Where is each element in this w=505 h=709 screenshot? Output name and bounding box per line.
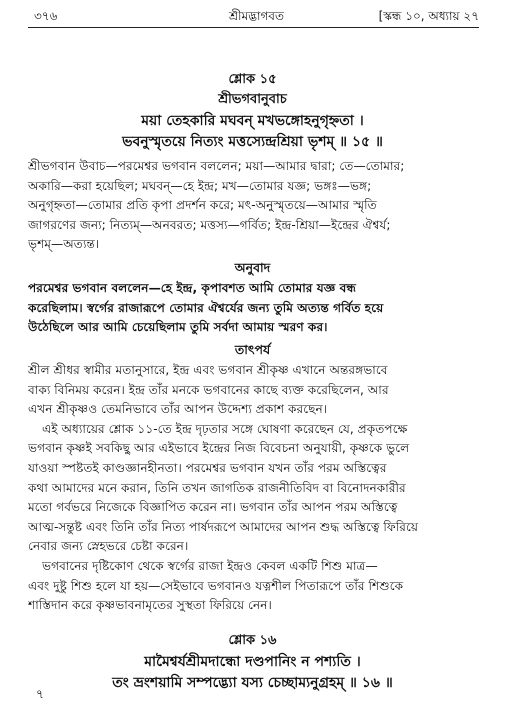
purport-line: এখন শ্রীকৃষ্ণও তেমনিভাবে তাঁর আপন উদ্দেশ্য প্রকাশ করছেন।	[28, 402, 328, 417]
purport-line: ভগবান কৃষ্ণই সবকিছু আর এইভাবে ইন্দ্রের নিজ বিবেচনা অনুযায়ী, কৃষ্ণকে ভুলে	[28, 441, 410, 456]
synonyms-line: অনুগৃহ্নতা—তোমার প্রতি কৃপা প্রদর্শন করে; মৎ-অনুস্মৃতয়ে—আমার স্মৃতি	[28, 198, 377, 213]
verse-16-line-1: মামৈশ্বর্যশ্রীমদান্ধো দণ্ডপানিং ন পশ্যতি ।	[144, 654, 361, 670]
purport-line: ভগবানের দৃষ্টিকোণ থেকে স্বর্গের রাজা ইন্দ্রও কেবল একটি শিশু মাত্র—	[42, 558, 378, 573]
translation-heading: অনুবাদ	[234, 260, 271, 275]
purport-line: বাক্য বিনিময় করেন। ইন্দ্র তাঁর মনকে ভগবানের কাছে ব্যক্ত করেছিলেন, আর	[28, 382, 389, 397]
purport-line: এই অধ্যায়ের শ্লোক ১১-তে ইন্দ্র দৃঢ়তার সঙ্গে ঘোষণা করেছেন যে, প্রকৃতপক্ষে	[42, 421, 408, 436]
purport-line: আত্ম-সন্তুষ্ট এবং তিনি তাঁর নিত্য পার্ষদরূপে আমাদের আপন শুদ্ধ অস্তিত্বে ফিরিয়ে	[28, 519, 419, 534]
translation-line: পরমেশ্বর ভগবান বললেন—হে ইন্দ্র, কৃপাবশত আমি তোমার যজ্ঞ বন্ধ	[28, 281, 357, 295]
purport-line: নেবার জন্য স্নেহভরে চেষ্টা করেন।	[28, 539, 189, 554]
purport-line: শ্রীল শ্রীধর স্বামীর মতানুসারে, ইন্দ্র এবং ভগবান শ্রীকৃষ্ণ এখানে অন্তরঙ্গভাবে	[28, 363, 388, 377]
verse-16-heading: শ্লোক ১৬	[228, 633, 277, 648]
running-header	[34, 8, 479, 26]
purport-line: যাওয়া স্পষ্টতই কাণ্ডজ্ঞানহীনতা। পরমেশ্বর ভগবান যখন তাঁর পরম অস্তিত্বের	[28, 460, 387, 475]
book-title: শ্রীমদ্ভাগবত	[228, 9, 284, 23]
synonyms-line: অকারি—করা হয়েছিল; মঘবন্—হে ইন্দ্র; মখ—তোমার যজ্ঞ; ভঙ্গঃ—ভঙ্গ;	[28, 178, 372, 193]
synonyms-block	[28, 157, 480, 255]
verse-15-line-2: ভবনুস্মৃতয়ে নিত্যং মত্তস্যেন্দ্রশ্রিয়া ভৃশম্ ॥ ১৫ ॥	[122, 134, 383, 150]
translation-block	[28, 279, 480, 338]
verse-15-line-1: ময়া তেহকারি মঘবন্ মখভঙ্গোহনুগৃহ্নতা ।	[141, 113, 364, 129]
verse-15-speaker: শ্রীভগবানুবাচ	[218, 92, 287, 107]
purport-block	[28, 361, 480, 616]
translation-line: করেছিলাম। স্বর্গের রাজারূপে তোমার ঐশ্বর্যের জন্য তুমি অত্যন্ত গর্বিত হয়ে	[28, 300, 384, 315]
purport-line: মতো গর্বভরে নিজেকে বিজ্ঞাপিত করেন না। ভগবান তাঁর আপন পরম অস্তিত্বে	[28, 500, 398, 515]
translation-line: উঠেছিলে আর আমি চেয়েছিলাম তুমি সর্বদা আমায় স্মরণ কর।	[28, 320, 328, 335]
chapter-reference: [স্কন্ধ ১০, অধ্যায় ২৭	[378, 9, 479, 23]
purport-line: কথা আমাদের মনে করান, তিনি তখন জাগতিক রাজনীতিবিদ বা বিনোদনকারীর	[28, 480, 406, 495]
purport-line: শাস্তিদান করে কৃষ্ণভাবনামৃতের সুস্থতা ফিরিয়ে নেন।	[28, 598, 272, 613]
header-rule	[28, 27, 479, 28]
synonyms-line: জাগরণের জন্য; নিত্যম্—অনবরত; মত্তস্য—গর্বিত; ইন্দ্র-শ্রিয়া—ইন্দ্রের ঐশ্বর্য;	[28, 217, 391, 232]
synonyms-line: ভৃশম্—অত্যন্ত।	[28, 237, 100, 252]
page-number: ৩৭৬	[34, 9, 58, 23]
purport-heading: তাৎপর্য	[234, 342, 271, 357]
purport-line: এবং দুষ্টু শিশু হলে যা হয়—সেইভাবে ভগবানও যত্নশীল পিতারূপে তাঁর শিশুকে	[28, 578, 404, 593]
footer-mark: ৭	[36, 687, 44, 701]
verse-16-line-2: তং ভ্রংশয়ামি সম্পদ্ভ্যো যস্য চেচ্ছাম্যনুগ্রহম্ ॥ ১৬ ॥	[112, 675, 393, 691]
synonyms-line: শ্রীভগবান উবাচ—পরমেশ্বর ভগবান বললেন; ময়া—আমার দ্বারা; তে—তোমার;	[28, 159, 405, 173]
verse-15-heading: শ্লোক ১৫	[228, 72, 277, 87]
